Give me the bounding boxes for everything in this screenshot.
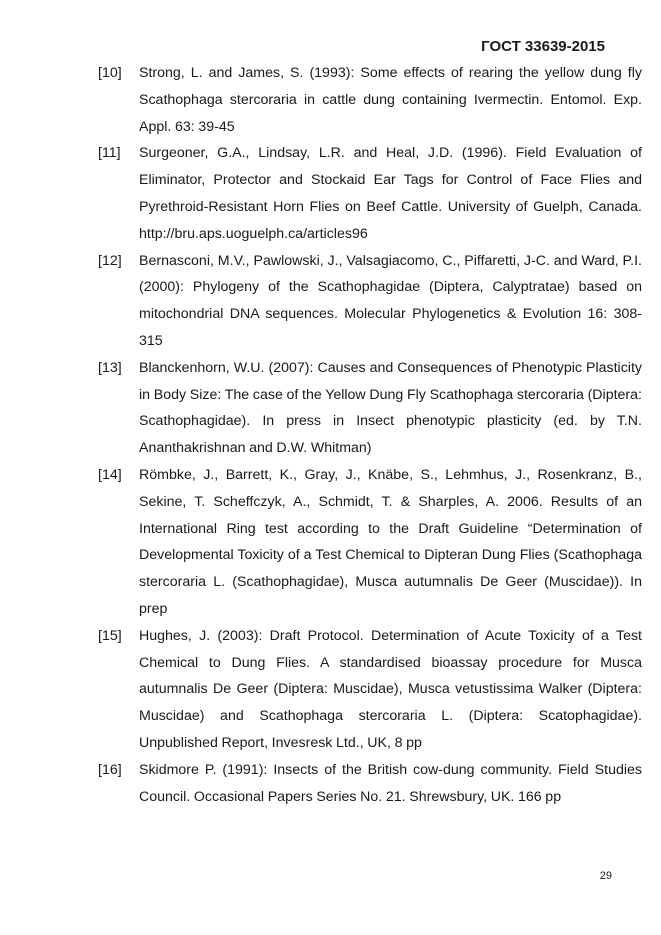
- reference-text: Bernasconi, M.V., Pawlowski, J., Valsagiacomo, C., Piffaretti, J-C. and Ward, P.I. (2000): Phylogeny of the Scathophagidae (Diptera, Calyptratae) based on mitochondrial DNA sequences. Molecular Phylogenetics & Evolution 16: 308-315: [139, 252, 642, 349]
- reference-number: [11]: [98, 145, 121, 162]
- reference-item: [98, 757, 642, 811]
- reference-text: Hughes, J. (2003): Draft Protocol. Determination of Acute Toxicity of a Test Chemical to Dung Flies. A standardised bioassay procedure for Musca autumnalis De Geer (Diptera: Muscidae), Musca vetustissima Walker (Diptera: Muscidae) and Scathophaga stercoraria L. (Diptera: Scatophagidae). Unpublished Report, Invesresk Ltd., UK, 8 pp: [139, 627, 642, 751]
- reference-item: [98, 140, 642, 247]
- reference-item: [98, 623, 642, 757]
- reference-number: [16]: [98, 761, 122, 778]
- standard-header: ГОСТ 33639-2015: [481, 38, 605, 55]
- reference-text: Blanckenhorn, W.U. (2007): Causes and Consequences of Phenotypic Plasticity in Body Size: The case of the Yellow Dung Fly Scathophaga stercoraria (Diptera: Scathophagidae). In press in Insect phenotypic plasticity (ed. by T.N. Ananthakrishnan and D.W. Whitman): [139, 359, 642, 457]
- reference-text: Römbke, J., Barrett, K., Gray, J., Knäbe, S., Lehmhus, J., Rosenkranz, B., Sekine, T. Scheffczyk, A., Schmidt, T. & Sharples, A. 2006. Results of an International Ring test according to the Draft Guideline “Determination of Developmental Toxicity of a Test Chemical to Dipteran Dung Flies (Scathophaga stercoraria L. (Scathophagidae), Musca autumnalis De Geer (Muscidae)). In prep: [139, 466, 642, 617]
- reference-item: [98, 248, 642, 355]
- reference-item: [98, 355, 642, 462]
- reference-text: Strong, L. and James, S. (1993): Some effects of rearing the yellow dung fly Scathophaga stercoraria in cattle dung containing Ivermectin. Entomol. Exp. Appl. 63: 39-45: [139, 65, 642, 135]
- page-number: 29: [599, 870, 612, 882]
- reference-item: [98, 60, 642, 140]
- reference-item: [98, 462, 642, 623]
- reference-number: [12]: [98, 252, 122, 269]
- reference-number: [15]: [98, 627, 122, 644]
- reference-text: Skidmore P. (1991): Insects of the British cow-dung community. Field Studies Council. Occasional Papers Series No. 21. Shrewsbury, UK. 166 pp: [139, 761, 642, 805]
- reference-number: [13]: [98, 359, 122, 376]
- reference-number: [10]: [98, 65, 122, 81]
- reference-text: Surgeoner, G.A., Lindsay, L.R. and Heal, J.D. (1996). Field Evaluation of Eliminator, Protector and Stockaid Ear Tags for Control of Face Flies and Pyrethroid-Resistant Horn Flies on Beef Cattle. University of Guelph, Canada. http://bru.aps.uoguelph.ca/articles96: [139, 145, 642, 242]
- references-list: [98, 60, 642, 810]
- reference-number: [14]: [98, 466, 122, 483]
